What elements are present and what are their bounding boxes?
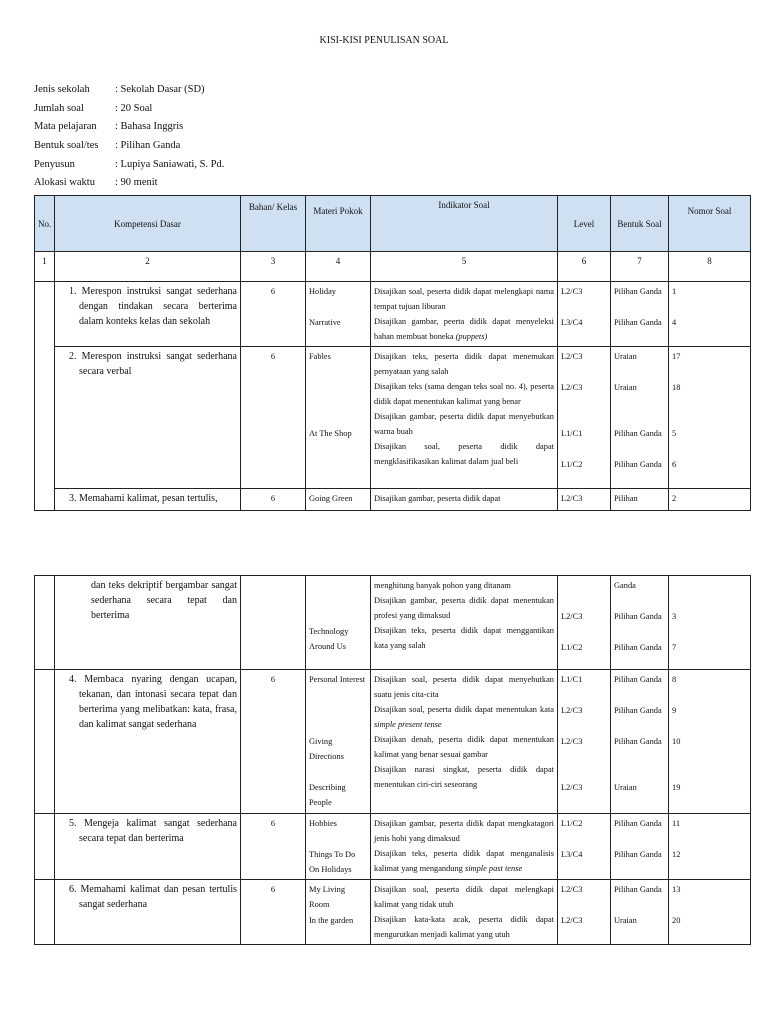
indikator-item: Disajikan gambar, peserta didik dapat mengkatagori jenis hobi yang dimaksud [374, 819, 554, 843]
bentuk-cell [611, 347, 669, 489]
indikator-cell [371, 282, 558, 347]
column-number-row [35, 252, 751, 282]
materi-item: Things To Do On Holidays [309, 850, 356, 874]
bentuk-item: Ganda [614, 581, 636, 590]
bentuk-item: Pilihan Ganda [614, 850, 662, 859]
table-row [35, 282, 751, 347]
indikator-item: Disajikan soal, peserta didik dapat menyebutkan suatu jenis cita-cita [374, 675, 554, 699]
indikator-cell [371, 880, 558, 945]
materi-cell [306, 670, 371, 814]
level-cell [558, 347, 611, 489]
nomor-item: 20 [672, 916, 681, 925]
materi-cell [306, 880, 371, 945]
level-cell [558, 814, 611, 880]
header-level: Level [558, 196, 611, 252]
indikator-item: Disajikan gambar, peserta didik dapat menentukan profesi yang dimaksud [374, 596, 554, 620]
materi-cell: Going Green [306, 489, 371, 511]
level-cell [558, 670, 611, 814]
table-row [35, 347, 751, 489]
indikator-item: Disajikan kata-kata acak, peserta didik dapat mengurutkan menjadi kalimat yang utuh [374, 915, 554, 939]
info-row [34, 100, 224, 119]
level-item: L3/C4 [561, 850, 583, 859]
col-number: 7 [611, 252, 669, 282]
info-row [34, 174, 224, 193]
nomor-cell [669, 670, 751, 814]
kelas-cell: 6 [241, 489, 306, 511]
level-cell [558, 282, 611, 347]
header-indikator-soal: Indikator Soal [371, 196, 558, 252]
info-label: Penyusun [34, 158, 75, 170]
nomor-item: 19 [672, 783, 681, 792]
nomor-cell: 2 [669, 489, 751, 511]
kelas-cell: 6 [241, 880, 306, 945]
grid-table [34, 195, 751, 511]
nomor-item: 13 [672, 885, 681, 894]
info-value: : 20 Soal [115, 102, 153, 114]
level-item: L1/C2 [561, 460, 583, 469]
col-number: 3 [241, 252, 306, 282]
level-item: L1/C1 [561, 675, 583, 684]
level-item: L2/C3 [561, 383, 583, 392]
info-value: : Lupiya Saniawati, S. Pd. [115, 158, 225, 170]
indikator-item: Disajikan soal, peserta didik dapat melengkapi nama tempat tujuan liburan [374, 287, 554, 311]
bentuk-item: Pilihan Ganda [614, 706, 662, 715]
indikator-item: Disajikan teks, peserta didik dapat menemukan pernyataan yang salah [374, 352, 554, 376]
nomor-cell [669, 880, 751, 945]
kelas-cell: 6 [241, 670, 306, 814]
materi-item: In the garden [309, 916, 354, 925]
bentuk-cell [611, 576, 669, 670]
kd-cell: 1. Merespon instruksi sangat sederhana dengan tindakan secara berterima dalam konteks kelas dan sekolah [55, 282, 241, 347]
info-value: : Pilihan Ganda [115, 140, 181, 152]
bentuk-cell [611, 814, 669, 880]
level-item: L2/C3 [561, 916, 583, 925]
indikator-item: menghitung banyak pohon yang ditanam [374, 581, 511, 590]
info-row [34, 137, 224, 156]
nomor-item: 5 [672, 429, 677, 438]
bentuk-item: Pilihan Ganda [614, 429, 662, 438]
indikator-text: Disajikan teks, peserta didik dapat menganalisis kalimat yang mengandung [374, 849, 554, 873]
level-item: L2/C3 [561, 287, 583, 296]
bentuk-item: Uraian [614, 352, 637, 361]
nomor-cell [669, 347, 751, 489]
bentuk-cell [611, 670, 669, 814]
info-row [34, 118, 224, 137]
bentuk-item: Uraian [614, 383, 637, 392]
indikator-cell [371, 347, 558, 489]
nomor-item: 4 [672, 318, 677, 327]
grid-table-continued [34, 575, 751, 945]
document-info [34, 81, 224, 193]
kd-cell: 3. Memahami kalimat, pesan tertulis, [55, 489, 241, 511]
header-kompetensi-dasar: Kompetensi Dasar [55, 196, 241, 252]
indikator-item: Disajikan teks (sama dengan teks soal no. 4), peserta didik dapat menentukan kalimat yang benar [374, 382, 554, 406]
level-item: L2/C3 [561, 885, 583, 894]
bentuk-item: Pilihan Ganda [614, 819, 662, 828]
kelas-cell: 6 [241, 814, 306, 880]
materi-item: Narrative [309, 318, 341, 327]
kd-cell: 5. Mengeja kalimat sangat sederhana secara tepat dan berterima [55, 814, 241, 880]
info-value: : 90 menit [115, 177, 158, 189]
materi-item: Fables [309, 352, 331, 361]
materi-item: Describing People [309, 783, 346, 807]
bentuk-item: Pilihan Ganda [614, 460, 662, 469]
materi-cell [306, 347, 371, 489]
level-cell [558, 880, 611, 945]
nomor-item: 17 [672, 352, 681, 361]
bentuk-cell [611, 880, 669, 945]
col-number: 2 [55, 252, 241, 282]
no-cell [35, 670, 55, 814]
level-spacer [561, 578, 607, 609]
materi-item: My Living Room [309, 885, 346, 909]
nomor-item: 6 [672, 460, 677, 469]
indikator-item [374, 314, 554, 344]
kd-cell: 2. Merespon instruksi sangat sederhana secara verbal [55, 347, 241, 489]
indikator-cell: Disajikan gambar, peserta didik dapat [371, 489, 558, 511]
col-number: 4 [306, 252, 371, 282]
nomor-cell [669, 282, 751, 347]
table-row [35, 489, 751, 511]
nomor-item: 8 [672, 675, 677, 684]
indikator-text: Disajikan gambar, peerta didik dapat menyeleksi bahan membuat boneka [374, 317, 554, 341]
level-item: L2/C3 [561, 706, 583, 715]
bentuk-item: Pilihan Ganda [614, 885, 662, 894]
info-label: Bentuk soal/tes [34, 140, 99, 152]
materi-item: Personal Interest [309, 675, 366, 684]
indikator-item: Disajikan soal, peserta didik dapat melengkapi kalimat yang tidak utuh [374, 885, 554, 909]
level-item: L1/C2 [561, 819, 583, 828]
nomor-item: 7 [672, 643, 677, 652]
indikator-item: Disajikan gambar, peserta didik dapat menyebutkan warna buah [374, 412, 554, 436]
indikator-cell [371, 670, 558, 814]
level-item: L1/C2 [561, 643, 583, 652]
info-row [34, 81, 224, 100]
bentuk-item: Uraian [614, 916, 637, 925]
materi-spacer [309, 578, 367, 624]
nomor-spacer [672, 578, 747, 609]
bentuk-item: Pilihan Ganda [614, 675, 662, 684]
materi-item: Giving Directions [309, 737, 344, 761]
bentuk-item: Pilihan Ganda [614, 737, 662, 746]
no-cell [35, 347, 55, 489]
info-label: Alokasi waktu [34, 177, 95, 189]
kd-cell: 6. Memahami kalimat dan pesan tertulis sangat sederhana [55, 880, 241, 945]
info-label: Jumlah soal [34, 102, 84, 114]
header-nomor-soal: Nomor Soal [669, 196, 751, 252]
bentuk-item: Pilihan Ganda [614, 318, 662, 327]
indikator-item: Disajikan teks, peserta didik dapat menggantikan kata yang salah [374, 626, 554, 650]
indikator-italic: simple present tense [374, 720, 442, 729]
nomor-item: 10 [672, 737, 681, 746]
kelas-cell: 6 [241, 347, 306, 489]
kd-cell: dan teks dekriptif bergambar sangat sederhana secara tepat dan berterima [55, 576, 241, 670]
table-header [35, 196, 751, 252]
info-value: : Bahasa Inggris [115, 121, 184, 133]
nomor-item: 1 [672, 287, 677, 296]
nomor-item: 9 [672, 706, 677, 715]
materi-item: Technology Around Us [309, 627, 349, 651]
materi-cell [306, 282, 371, 347]
table-row [35, 576, 751, 670]
indikator-item [374, 702, 554, 732]
indikator-item: Disajikan soal, peserta didik dapat mengklasifikasikan kalimat dalam jual beli [374, 442, 554, 466]
header-bentuk-soal: Bentuk Soal [611, 196, 669, 252]
indikator-text: Disajikan soal, peserta didik dapat menentukan kata [374, 705, 554, 714]
col-number: 1 [35, 252, 55, 282]
table-row [35, 670, 751, 814]
indikator-cell [371, 814, 558, 880]
level-cell: L2/C3 [558, 489, 611, 511]
level-item: L2/C3 [561, 737, 583, 746]
nomor-item: 18 [672, 383, 681, 392]
bentuk-item: Pilihan Ganda [614, 643, 662, 652]
indikator-italic: simple past tense [464, 864, 523, 873]
materi-item: At The Shop [309, 429, 352, 438]
info-row [34, 156, 224, 175]
level-item: L2/C3 [561, 783, 583, 792]
level-item: L3/C4 [561, 318, 583, 327]
materi-cell [306, 814, 371, 880]
header-materi-pokok: Materi Pokok [306, 196, 371, 252]
no-cell [35, 282, 55, 347]
col-number: 6 [558, 252, 611, 282]
col-number: 8 [669, 252, 751, 282]
bentuk-item: Pilihan Ganda [614, 287, 662, 296]
nomor-item: 3 [672, 612, 677, 621]
level-cell [558, 576, 611, 670]
indikator-italic: (puppets) [455, 332, 488, 341]
nomor-item: 12 [672, 850, 681, 859]
indikator-item: Disajikan denah, peserta didik dapat menentukan kalimat yang benar sesuai gambar [374, 735, 554, 759]
nomor-cell [669, 576, 751, 670]
info-label: Jenis sekolah [34, 84, 90, 95]
bentuk-item: Uraian [614, 783, 637, 792]
no-cell [35, 814, 55, 880]
col-number: 5 [371, 252, 558, 282]
indikator-cell [371, 576, 558, 670]
no-cell [35, 880, 55, 945]
materi-item: Holiday [309, 287, 336, 296]
header-bahan-kelas: Bahan/ Kelas [241, 196, 306, 252]
indikator-item: Disajikan narasi singkat, peserta didik dapat menentukan ciri-ciri seseorang [374, 765, 554, 789]
table-row [35, 880, 751, 945]
kelas-cell [241, 576, 306, 670]
kelas-cell: 6 [241, 282, 306, 347]
materi-item: Hobbies [309, 819, 337, 828]
nomor-cell [669, 814, 751, 880]
nomor-item: 11 [672, 819, 681, 828]
info-value: : Sekolah Dasar (SD) [115, 84, 205, 95]
level-item: L1/C1 [561, 429, 583, 438]
no-cell [35, 576, 55, 670]
table-row [35, 814, 751, 880]
bentuk-cell: Pilihan [611, 489, 669, 511]
materi-cell [306, 576, 371, 670]
info-label: Mata pelajaran [34, 121, 97, 133]
no-cell [35, 489, 55, 511]
bentuk-cell [611, 282, 669, 347]
indikator-item [374, 846, 554, 876]
level-item: L2/C3 [561, 352, 583, 361]
header-no: No. [35, 196, 55, 252]
level-item: L2/C3 [561, 612, 583, 621]
kd-cell: 4. Membaca nyaring dengan ucapan, tekanan, dan intonasi secara tepat dan berterima yang melibatkan: kata, frasa, dan kalimat sangat sederhana [55, 670, 241, 814]
bentuk-item: Pilihan Ganda [614, 612, 662, 621]
document-title: KISI-KISI PENULISAN SOAL [319, 35, 449, 46]
